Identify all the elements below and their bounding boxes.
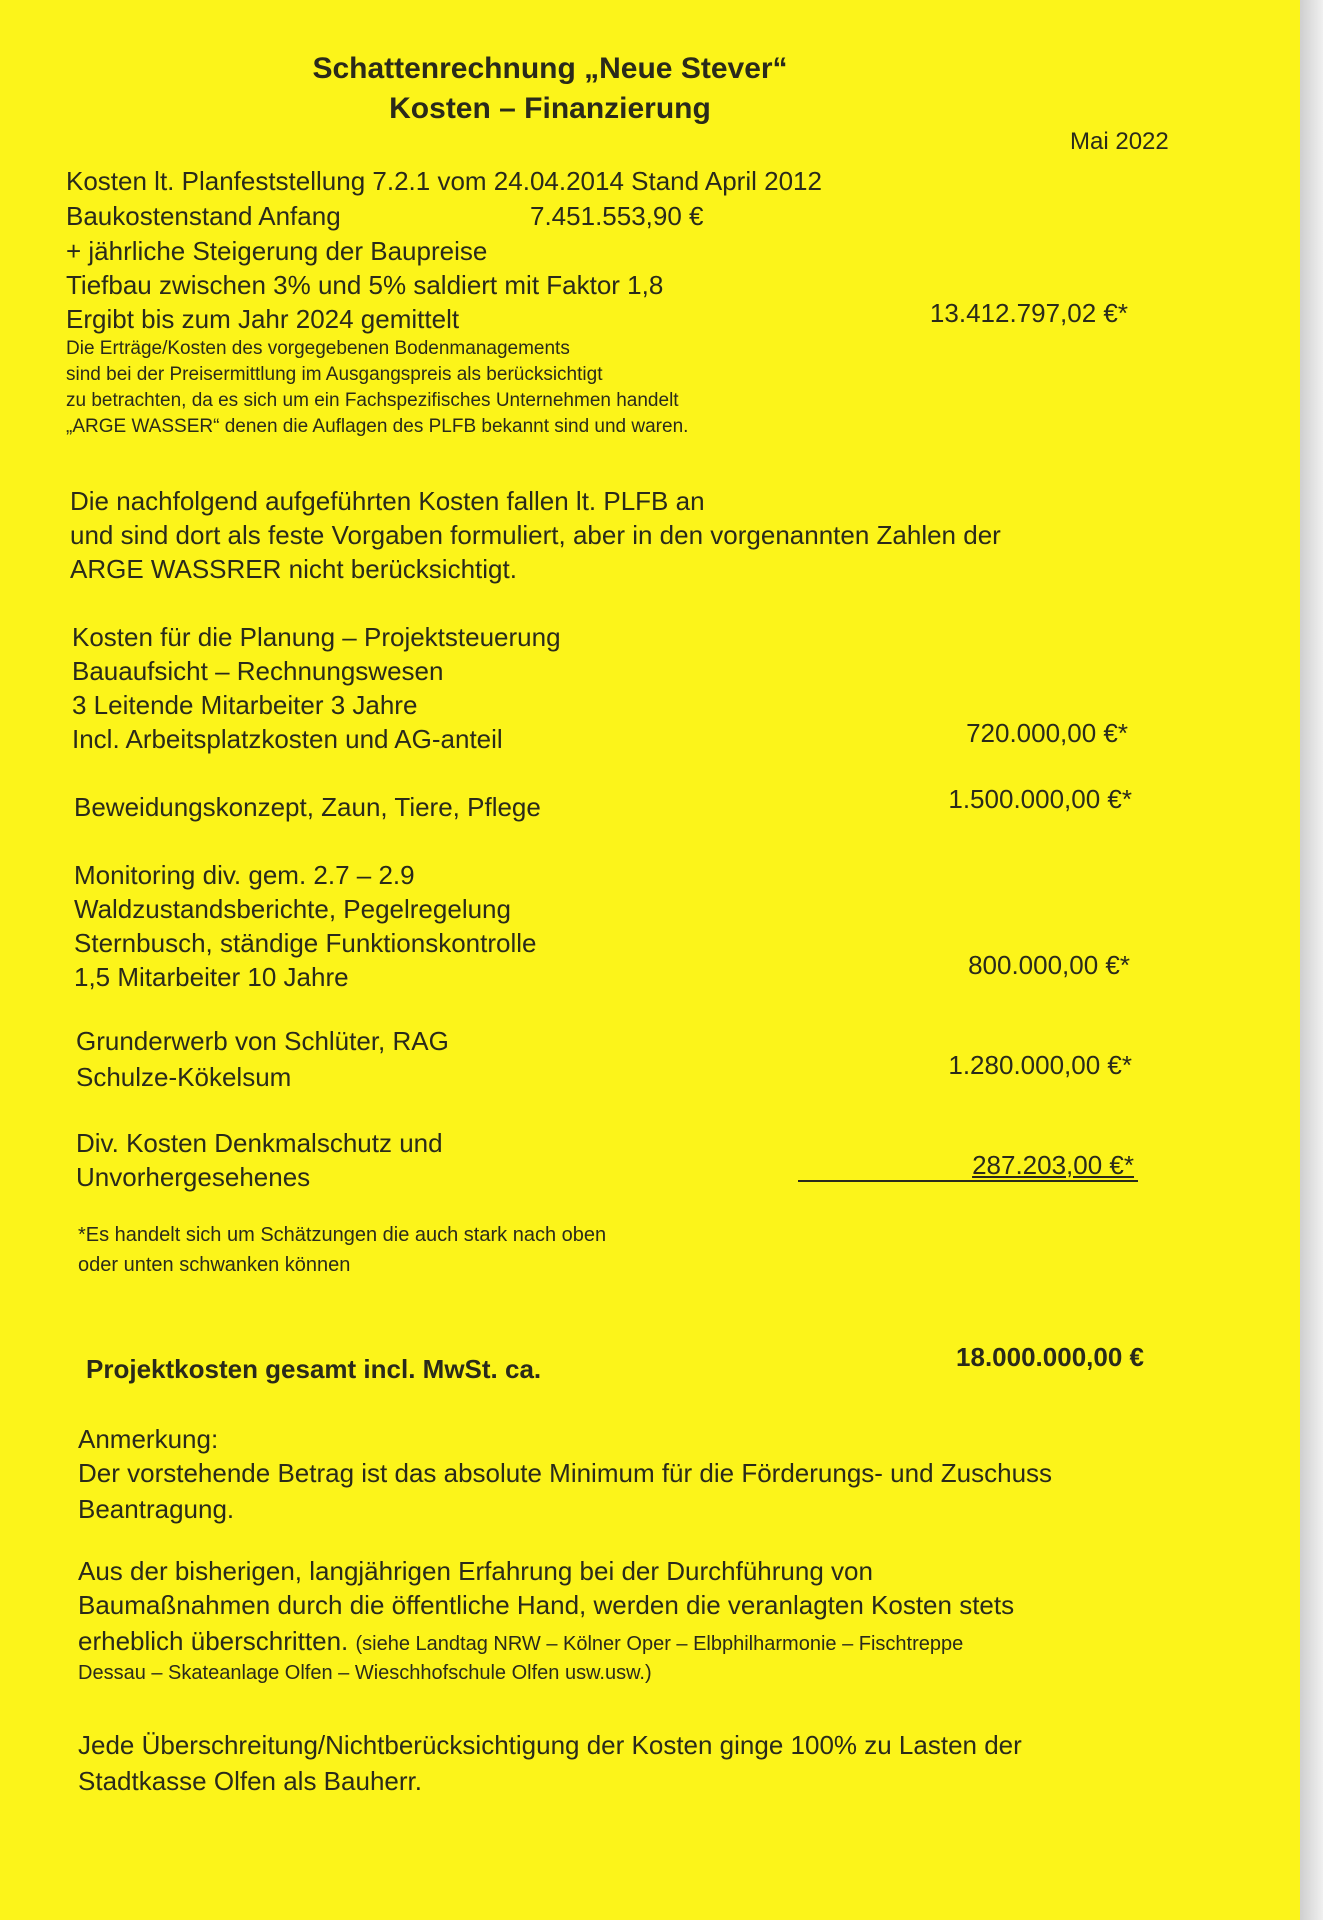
remark-line-2: Beantragung. — [78, 1494, 235, 1524]
planung-line-3: 3 Leitende Mitarbeiter 3 Jahre — [72, 690, 418, 720]
sum-rule — [798, 1180, 1138, 1182]
planung-line-4: Incl. Arbeitsplatzkosten und AG-anteil — [72, 724, 503, 754]
para-line-2: und sind dort als feste Vorgaben formuliert, aber in den vorgenannten Zahlen der — [70, 520, 1001, 550]
planung-line-1: Kosten für die Planung – Projektsteuerung — [72, 622, 561, 652]
beweidung-value: 1.500.000,00 €* — [948, 784, 1132, 814]
intro-note-4: „ARGE WASSER“ denen die Auflagen des PLFB bekannt sind und waren. — [66, 416, 689, 437]
footnote-line-1: *Es handelt sich um Schätzungen die auch stark nach oben — [78, 1224, 607, 1246]
total-label: Projektkosten gesamt incl. MwSt. ca. — [86, 1354, 542, 1384]
planung-line-2: Bauaufsicht – Rechnungswesen — [72, 656, 444, 686]
planung-value: 720.000,00 €* — [966, 718, 1128, 748]
monitoring-line-2: Waldzustandsberichte, Pegelregelung — [74, 894, 511, 924]
denkmal-value: 287.203,00 €* — [972, 1150, 1134, 1180]
closing-line-2: Stadtkasse Olfen als Bauherr. — [78, 1766, 422, 1796]
experience-line-3 — [78, 1626, 963, 1657]
experience-line-2: Baumaßnahmen durch die öffentliche Hand, werden die veranlagten Kosten stets — [78, 1590, 1015, 1620]
grunderwerb-value: 1.280.000,00 €* — [948, 1050, 1132, 1080]
beweidung-label: Beweidungskonzept, Zaun, Tiere, Pflege — [74, 792, 541, 822]
intro-note-1: Die Erträge/Kosten des vorgegebenen Bodenmanagements — [66, 338, 570, 359]
date: Mai 2022 — [1070, 128, 1169, 155]
experience-line-3-text: erheblich überschritten. — [78, 1626, 349, 1656]
intro-line-3: + jährliche Steigerung der Baupreise — [66, 236, 488, 266]
intro-note-3: zu betrachten, da es sich um ein Fachspezifisches Unternehmen handelt — [66, 390, 679, 411]
intro-line-4: Tiefbau zwischen 3% und 5% saldiert mit Faktor 1,8 — [66, 270, 664, 300]
grunderwerb-line-1: Grunderwerb von Schlüter, RAG — [76, 1026, 449, 1056]
grunderwerb-line-2: Schulze-Kökelsum — [76, 1062, 292, 1092]
denkmal-line-1: Div. Kosten Denkmalschutz und — [76, 1128, 443, 1158]
total-value: 18.000.000,00 € — [956, 1342, 1144, 1372]
monitoring-line-1: Monitoring div. gem. 2.7 – 2.9 — [74, 860, 415, 890]
para-line-1: Die nachfolgend aufgeführten Kosten fallen lt. PLFB an — [70, 486, 705, 516]
intro-total-value: 13.412.797,02 €* — [929, 298, 1128, 328]
remark-line-1: Der vorstehende Betrag ist das absolute Minimum für die Förderungs- und Zuschuss — [78, 1458, 1053, 1488]
remark-heading: Anmerkung: — [78, 1424, 219, 1454]
experience-examples: (siehe Landtag NRW – Kölner Oper – Elbphilharmonie – Fischtreppe — [355, 1633, 964, 1655]
intro-line-1: Kosten lt. Planfeststellung 7.2.1 vom 24.04.2014 Stand April 2012 — [66, 166, 822, 196]
closing-line-1: Jede Überschreitung/Nichtberücksichtigung der Kosten ginge 100% zu Lasten der — [78, 1730, 1022, 1760]
experience-line-4: Dessau – Skateanlage Olfen – Wieschhofschule Olfen usw.usw.) — [78, 1662, 652, 1684]
intro-line-5: Ergibt bis zum Jahr 2024 gemittelt — [66, 304, 460, 334]
footnote-line-2: oder unten schwanken können — [78, 1254, 351, 1276]
title-line-1: Schattenrechnung „Neue Stever“ — [312, 52, 788, 85]
monitoring-line-3: Sternbusch, ständige Funktionskontrolle — [74, 928, 537, 958]
title-line-2: Kosten – Finanzierung — [389, 92, 711, 125]
page-edge — [1300, 0, 1323, 1920]
intro-note-2: sind bei der Preisermittlung im Ausgangspreis als berücksichtigt — [66, 364, 603, 385]
intro-baukosten-value: 7.451.553,90 € — [530, 201, 704, 231]
monitoring-value: 800.000,00 €* — [968, 950, 1130, 980]
para-line-3: ARGE WASSRER nicht berücksichtigt. — [70, 554, 517, 584]
monitoring-line-4: 1,5 Mitarbeiter 10 Jahre — [74, 962, 349, 992]
intro-baukosten-label: Baukostenstand Anfang — [66, 201, 341, 231]
experience-line-1: Aus der bisherigen, langjährigen Erfahrung bei der Durchführung von — [78, 1556, 873, 1586]
denkmal-line-2: Unvorhergesehenes — [76, 1162, 311, 1192]
